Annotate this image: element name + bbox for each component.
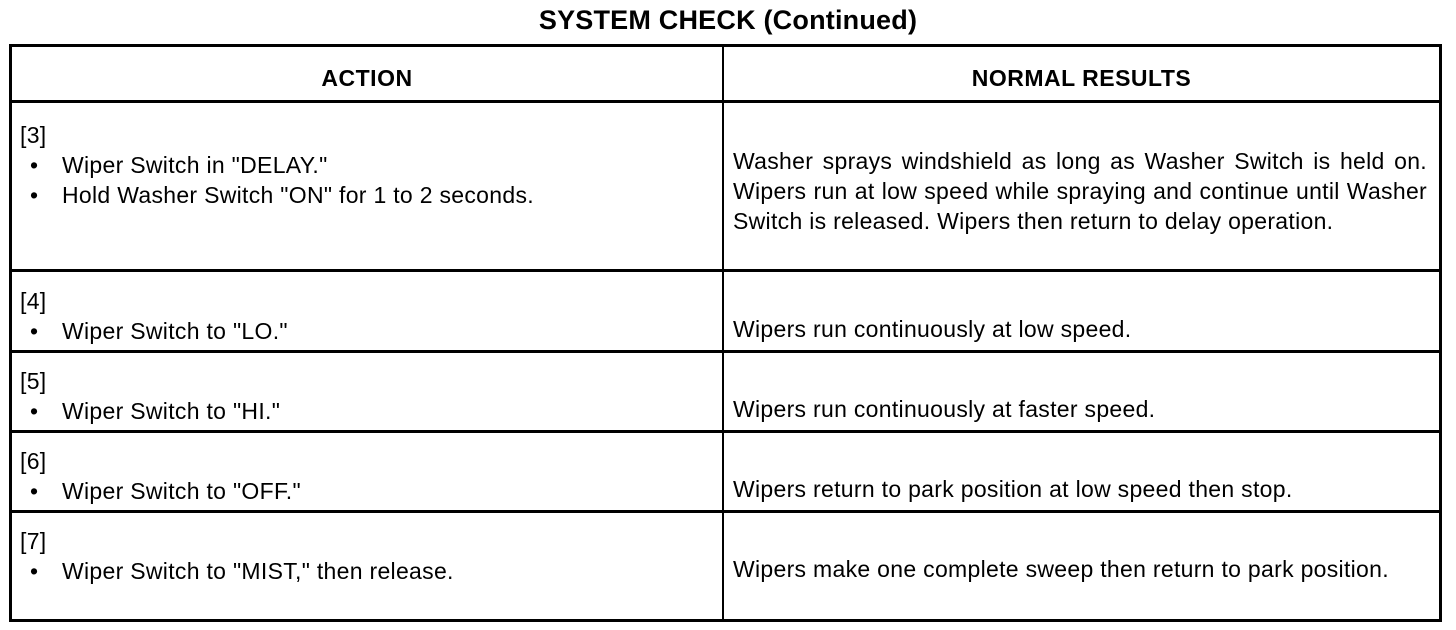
result-cell-6: Wipers return to park position at low speed then stop. xyxy=(733,476,1293,502)
result-cell-4: Wipers run continuously at low speed. xyxy=(733,316,1132,342)
action-item: • Wiper Switch to "OFF." xyxy=(20,476,715,506)
result-cell-3: Washer sprays windshield as long as Washer Switch is held on. Wipers run at low speed while spraying and continue until Washer Switch is released. Wipers then return to delay operation. xyxy=(733,148,1427,234)
action-cell-3 xyxy=(20,120,715,210)
row-divider xyxy=(12,350,1439,353)
result-cell-5: Wipers run continuously at faster speed. xyxy=(733,396,1156,422)
action-cell-5 xyxy=(20,366,715,426)
step-number: [7] xyxy=(20,528,47,554)
step-number: [3] xyxy=(20,122,47,148)
step-number: [5] xyxy=(20,368,47,394)
action-item: • Hold Washer Switch "ON" for 1 to 2 seconds. xyxy=(20,180,715,210)
header-action: ACTION xyxy=(321,65,413,91)
row-divider xyxy=(12,269,1439,272)
result-cell-7: Wipers make one complete sweep then return to park position. xyxy=(733,556,1389,582)
row-divider xyxy=(12,430,1439,433)
system-check-table xyxy=(9,44,1442,622)
action-item: • Wiper Switch to "MIST," then release. xyxy=(20,556,715,586)
step-number: [4] xyxy=(20,288,47,314)
step-number: [6] xyxy=(20,448,47,474)
action-cell-7 xyxy=(20,526,715,586)
action-cell-6 xyxy=(20,446,715,506)
action-item: • Wiper Switch in "DELAY." xyxy=(20,150,715,180)
header-divider xyxy=(12,100,1439,103)
action-item: • Wiper Switch to "HI." xyxy=(20,396,715,426)
row-divider xyxy=(12,510,1439,513)
page-title: SYSTEM CHECK (Continued) xyxy=(538,5,918,35)
action-cell-4 xyxy=(20,286,715,346)
column-divider xyxy=(722,47,724,619)
action-item: • Wiper Switch to "LO." xyxy=(20,316,715,346)
header-normal-results: NORMAL RESULTS xyxy=(971,65,1192,91)
